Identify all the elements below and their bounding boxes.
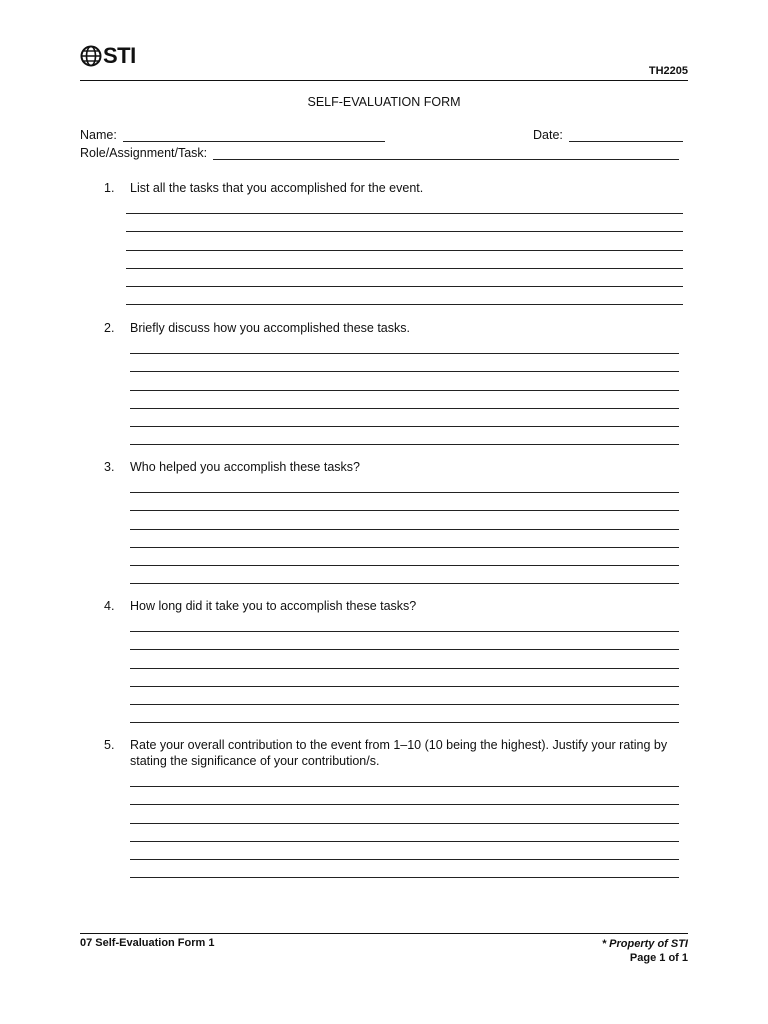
role-field (80, 146, 679, 160)
answer-line[interactable] (130, 842, 679, 860)
answer-line[interactable] (130, 632, 679, 650)
answer-line[interactable] (130, 548, 679, 566)
answer-area-3[interactable] (130, 475, 679, 584)
footer-document-name: 07 Self-Evaluation Form 1 (80, 937, 215, 949)
question-3 (104, 459, 688, 475)
answer-line[interactable] (126, 196, 683, 214)
question-5 (104, 737, 688, 769)
footer-divider (80, 933, 688, 934)
answer-line[interactable] (130, 614, 679, 632)
role-input-line[interactable] (213, 147, 679, 160)
answer-line[interactable] (130, 409, 679, 427)
answer-line[interactable] (130, 336, 679, 354)
answer-line[interactable] (126, 232, 683, 250)
answer-line[interactable] (130, 475, 679, 493)
question-number: 1. (104, 181, 115, 195)
question-2 (104, 320, 688, 336)
header-divider (80, 80, 688, 81)
date-field (533, 128, 683, 142)
answer-line[interactable] (130, 787, 679, 805)
question-number: 3. (104, 460, 115, 474)
question-4 (104, 598, 688, 614)
role-label: Role/Assignment/Task: (80, 146, 208, 160)
answer-line[interactable] (130, 824, 679, 842)
footer-info (602, 937, 688, 965)
answer-line[interactable] (130, 705, 679, 723)
sti-logo (80, 42, 136, 70)
question-text: How long did it take you to accomplish these tasks? (130, 599, 417, 613)
name-input-line[interactable] (123, 129, 385, 142)
answer-line[interactable] (126, 251, 683, 269)
question-number: 4. (104, 599, 115, 613)
name-label: Name: (80, 128, 117, 142)
logo-text: STI (103, 43, 136, 68)
answer-line[interactable] (130, 566, 679, 584)
answer-line[interactable] (130, 687, 679, 705)
answer-line[interactable] (130, 650, 679, 668)
page-number: Page 1 of 1 (629, 952, 688, 964)
answer-area-2[interactable] (130, 336, 679, 445)
answer-line[interactable] (130, 511, 679, 529)
question-number: 2. (104, 321, 115, 335)
property-notice: * Property of STI (601, 938, 688, 950)
answer-line[interactable] (130, 669, 679, 687)
question-text: Who helped you accomplish these tasks? (130, 460, 360, 474)
answer-area-1[interactable] (126, 196, 683, 305)
answer-line[interactable] (126, 214, 683, 232)
answer-line[interactable] (130, 860, 679, 878)
question-text: List all the tasks that you accomplished for the event. (130, 181, 424, 195)
answer-line[interactable] (130, 530, 679, 548)
form-title: SELF-EVALUATION FORM (307, 95, 461, 109)
answer-line[interactable] (130, 769, 679, 787)
document-code: TH2205 (648, 65, 688, 77)
globe-icon (80, 45, 102, 67)
question-number: 5. (104, 738, 115, 752)
question-text: Rate your overall contribution to the event from 1–10 (10 being the highest). Justify your rating by stating the significance of your contribution/s. (130, 738, 668, 768)
question-text: Briefly discuss how you accomplished these tasks. (130, 321, 410, 335)
answer-line[interactable] (126, 287, 683, 305)
answer-area-4[interactable] (130, 614, 679, 723)
question-1 (104, 180, 688, 196)
answer-line[interactable] (130, 391, 679, 409)
answer-line[interactable] (130, 805, 679, 823)
answer-area-5[interactable] (130, 769, 679, 878)
date-input-line[interactable] (569, 129, 683, 142)
answer-line[interactable] (130, 372, 679, 390)
answer-line[interactable] (130, 493, 679, 511)
answer-line[interactable] (130, 427, 679, 445)
answer-line[interactable] (126, 269, 683, 287)
date-label: Date: (533, 128, 563, 142)
name-field (80, 128, 385, 142)
answer-line[interactable] (130, 354, 679, 372)
